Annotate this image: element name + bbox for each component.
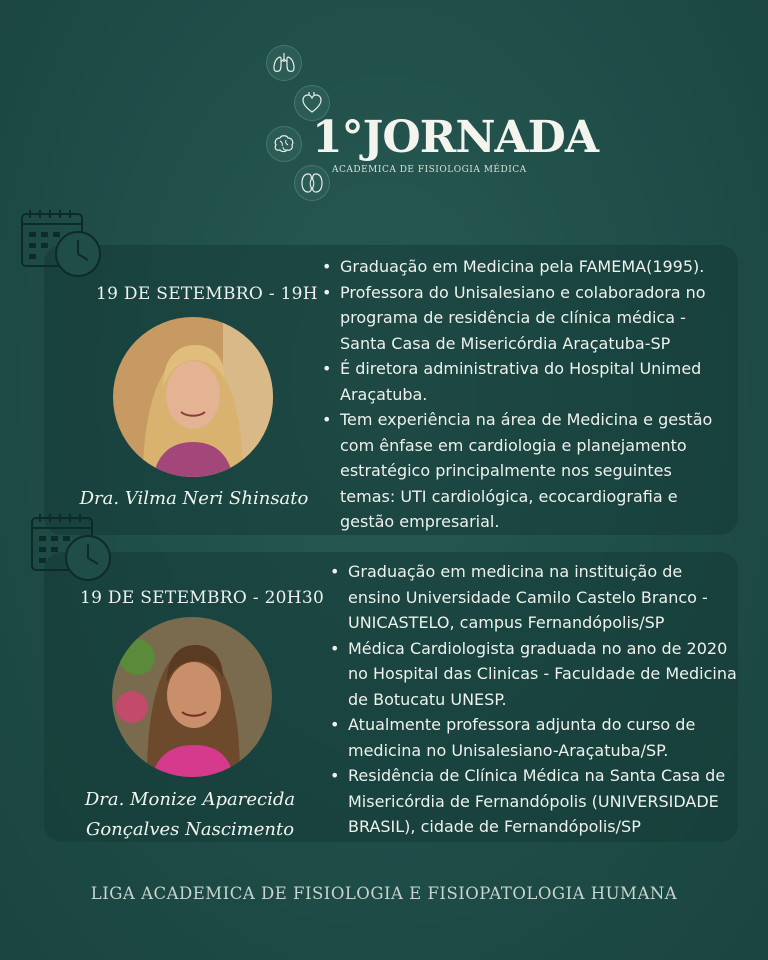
bio-item: • Médica Cardiologista graduada no ano de 2020 no Hospital das Clinicas - Faculdade de Medicina de Botucatu UNESP.	[328, 636, 738, 713]
speaker-bio	[328, 559, 738, 840]
calendar-clock-icon	[20, 208, 106, 280]
event-title: 1°JORNADA	[312, 112, 598, 163]
bio-item: • Professora do Unisalesiano e colaboradora no programa de residência de clínica médica - Santa Casa de Misericórdia Araçatuba-SP	[320, 280, 720, 357]
kidney-icon	[294, 165, 330, 201]
event-subtitle: ACADEMICA DE FISIOLOGIA MÉDICA	[332, 165, 527, 175]
speaker-photo	[113, 317, 273, 477]
lungs-icon	[266, 45, 302, 81]
event-logo	[262, 40, 598, 210]
bio-item: • Graduação em medicina na instituição de ensino Universidade Camilo Castelo Branco - UNICASTELO, campus Fernandópolis/SP	[328, 559, 738, 636]
bio-item: • Graduação em Medicina pela FAMEMA(1995).	[320, 254, 720, 280]
bio-item: • Atualmente professora adjunta do curso de medicina no Unisalesiano-Araçatuba/SP.	[328, 712, 738, 763]
footer-text: LIGA ACADEMICA DE FISIOLOGIA E FISIOPATOLOGIA HUMANA	[90, 884, 678, 903]
event-date: 19 DE SETEMBRO - 20H30	[80, 588, 325, 608]
event-date: 19 DE SETEMBRO - 19H	[96, 284, 318, 304]
bio-item: • Residência de Clínica Médica na Santa Casa de Misericórdia de Fernandópolis (UNIVERSIDADE BRASIL), cidade de Fernandópolis/SP	[328, 763, 738, 840]
speaker-name-line: Gonçalves Nascimento	[85, 819, 295, 840]
speaker-name	[60, 785, 320, 845]
brain-icon	[266, 126, 302, 162]
bio-item: • É diretora administrativa do Hospital Unimed Araçatuba.	[320, 356, 720, 407]
speaker-bio	[320, 254, 720, 535]
speaker-photo	[112, 617, 272, 777]
bio-item: • Tem experiência na área de Medicina e gestão com ênfase em cardiologia e planejamento estratégico principalmente nos seguintes temas: UTI cardiológica, ecocardiografia e gestão empresarial.	[320, 407, 720, 535]
speaker-name: Dra. Vilma Neri Shinsato	[79, 488, 309, 509]
calendar-clock-icon	[30, 512, 116, 584]
speaker-name-line: Dra. Monize Aparecida	[84, 789, 296, 810]
